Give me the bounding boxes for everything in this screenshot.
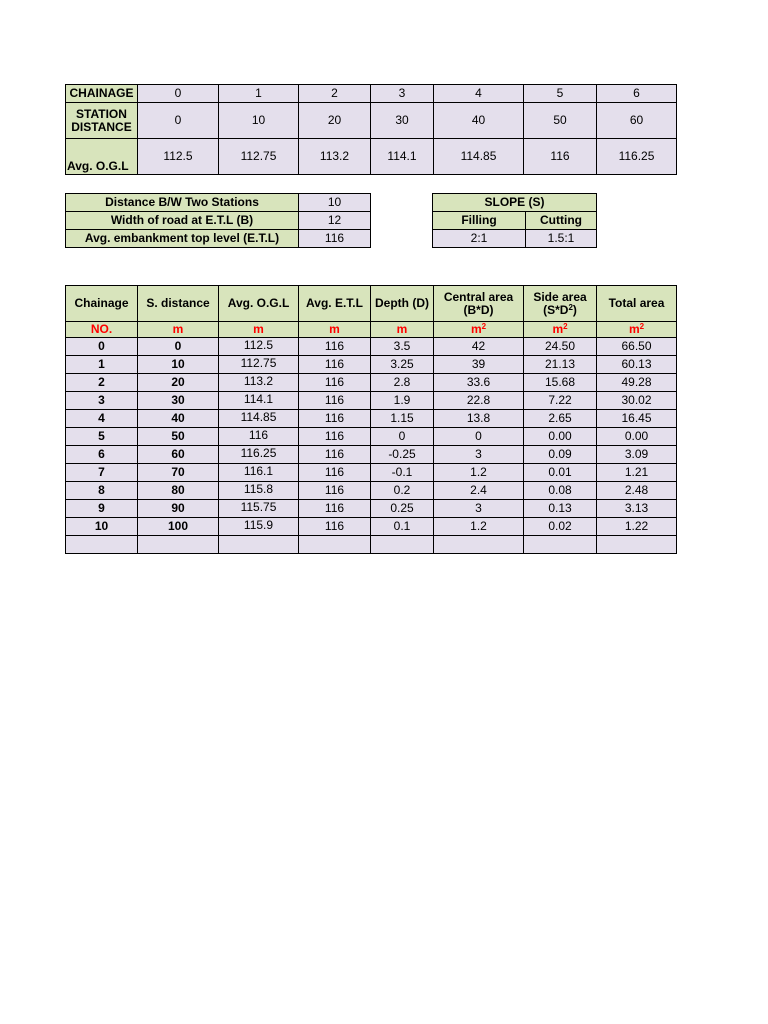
empty-cell <box>371 536 434 554</box>
unit-no: NO. <box>66 322 138 338</box>
cell-s-distance: 70 <box>138 464 219 482</box>
road-width-label: Width of road at E.T.L (B) <box>66 212 299 230</box>
cell-depth: 0.1 <box>371 518 434 536</box>
cell-depth: 0 <box>371 428 434 446</box>
empty-cell <box>219 536 299 554</box>
side-area-post: ) <box>572 302 577 317</box>
avg-ogl-cell: 116 <box>524 139 597 175</box>
table-row <box>66 518 677 536</box>
table-row <box>66 338 677 356</box>
cell-total-area: 16.45 <box>597 410 677 428</box>
avg-ogl-cell: 116.25 <box>597 139 677 175</box>
table-row <box>66 500 677 518</box>
unit-m2 <box>597 322 677 338</box>
cell-chainage: 3 <box>66 392 138 410</box>
cell-chainage: 9 <box>66 500 138 518</box>
empty-cell <box>138 536 219 554</box>
central-area-line2: (B*D) <box>463 302 494 317</box>
cell-chainage: 4 <box>66 410 138 428</box>
side-area-line1: Side area <box>533 289 587 304</box>
empty-cell <box>524 536 597 554</box>
etl-label: Avg. embankment top level (E.T.L) <box>66 230 299 248</box>
cell-depth: 0.2 <box>371 482 434 500</box>
avg-ogl-cell: 112.5 <box>138 139 219 175</box>
cell-s-distance: 60 <box>138 446 219 464</box>
side-area-pre: (S*D <box>543 302 569 317</box>
cell-central-area: 3 <box>434 500 524 518</box>
cell-avg-etl: 116 <box>299 464 371 482</box>
unit-sup: 2 <box>639 322 645 331</box>
unit-base: m <box>552 322 564 336</box>
unit-m2 <box>524 322 597 338</box>
cell-depth: 3.5 <box>371 338 434 356</box>
cell-side-area: 0.00 <box>524 428 597 446</box>
distance-label: Distance B/W Two Stations <box>66 194 299 212</box>
cell-side-area: 0.09 <box>524 446 597 464</box>
side-area-sup: 2 <box>568 302 573 312</box>
header-depth: Depth (D) <box>371 286 434 322</box>
cell-s-distance: 20 <box>138 374 219 392</box>
chainage-cell: 0 <box>138 85 219 103</box>
cell-avg-etl: 116 <box>299 518 371 536</box>
cell-central-area: 42 <box>434 338 524 356</box>
station-distance-cell: 10 <box>219 103 299 139</box>
cell-avg-ogl: 112.75 <box>219 356 299 374</box>
cell-s-distance: 80 <box>138 482 219 500</box>
cell-chainage: 7 <box>66 464 138 482</box>
table-row <box>66 392 677 410</box>
cell-avg-etl: 116 <box>299 374 371 392</box>
etl-value: 116 <box>299 230 371 248</box>
empty-cell <box>597 536 677 554</box>
cell-avg-ogl: 112.5 <box>219 338 299 356</box>
cell-central-area: 33.6 <box>434 374 524 392</box>
chainage-cell: 5 <box>524 85 597 103</box>
cell-s-distance: 100 <box>138 518 219 536</box>
cell-central-area: 1.2 <box>434 464 524 482</box>
cell-side-area: 21.13 <box>524 356 597 374</box>
cell-avg-ogl: 116.25 <box>219 446 299 464</box>
station-distance-cell: 60 <box>597 103 677 139</box>
cell-avg-etl: 116 <box>299 410 371 428</box>
cell-avg-ogl: 114.1 <box>219 392 299 410</box>
station-distance-cell: 40 <box>434 103 524 139</box>
cell-chainage: 6 <box>66 446 138 464</box>
data-rows <box>66 338 677 536</box>
distance-value: 10 <box>299 194 371 212</box>
cell-avg-ogl: 113.2 <box>219 374 299 392</box>
cell-avg-ogl: 115.9 <box>219 518 299 536</box>
chainage-cell: 4 <box>434 85 524 103</box>
avg-ogl-cell: 114.85 <box>434 139 524 175</box>
header-avg-ogl: Avg. O.G.L <box>219 286 299 322</box>
cell-avg-ogl: 116.1 <box>219 464 299 482</box>
cell-s-distance: 90 <box>138 500 219 518</box>
table-row <box>66 374 677 392</box>
cell-side-area: 24.50 <box>524 338 597 356</box>
cell-total-area: 66.50 <box>597 338 677 356</box>
cell-total-area: 1.21 <box>597 464 677 482</box>
header-chainage: Chainage <box>66 286 138 322</box>
unit-sup: 2 <box>563 322 568 331</box>
cell-central-area: 0 <box>434 428 524 446</box>
side-area-line2 <box>524 304 596 317</box>
cell-avg-ogl: 115.75 <box>219 500 299 518</box>
cell-total-area: 0.00 <box>597 428 677 446</box>
cell-avg-ogl: 115.8 <box>219 482 299 500</box>
cell-chainage: 5 <box>66 428 138 446</box>
cell-side-area: 0.13 <box>524 500 597 518</box>
cutting-value: 1.5:1 <box>526 230 597 248</box>
cell-s-distance: 10 <box>138 356 219 374</box>
chainage-cell: 2 <box>299 85 371 103</box>
header-avg-etl: Avg. E.T.L <box>299 286 371 322</box>
filling-value: 2:1 <box>433 230 526 248</box>
cell-avg-etl: 116 <box>299 338 371 356</box>
avg-ogl-cell: 114.1 <box>371 139 434 175</box>
cell-central-area: 13.8 <box>434 410 524 428</box>
unit-m: m <box>299 322 371 338</box>
unit-m: m <box>371 322 434 338</box>
cell-avg-ogl: 116 <box>219 428 299 446</box>
header-central-area <box>434 286 524 322</box>
unit-m2 <box>434 322 524 338</box>
unit-sup: 2 <box>481 322 487 331</box>
table-row <box>66 482 677 500</box>
cell-central-area: 39 <box>434 356 524 374</box>
header-s-distance: S. distance <box>138 286 219 322</box>
cell-central-area: 22.8 <box>434 392 524 410</box>
cell-central-area: 3 <box>434 446 524 464</box>
station-distance-cell: 50 <box>524 103 597 139</box>
cell-total-area: 49.28 <box>597 374 677 392</box>
parameters-table <box>65 193 371 248</box>
header-total-area: Total area <box>597 286 677 322</box>
unit-base: m <box>628 322 640 336</box>
cell-s-distance: 0 <box>138 338 219 356</box>
empty-cell <box>66 536 138 554</box>
station-distance-cell: 30 <box>371 103 434 139</box>
header-side-area <box>524 286 597 322</box>
chainage-cell: 6 <box>597 85 677 103</box>
cell-s-distance: 50 <box>138 428 219 446</box>
cell-avg-ogl: 114.85 <box>219 410 299 428</box>
unit-base: m <box>470 322 482 336</box>
cell-avg-etl: 116 <box>299 392 371 410</box>
cell-depth: 0.25 <box>371 500 434 518</box>
empty-cell <box>299 536 371 554</box>
cell-chainage: 1 <box>66 356 138 374</box>
cell-total-area: 1.22 <box>597 518 677 536</box>
cell-side-area: 0.01 <box>524 464 597 482</box>
cell-side-area: 0.02 <box>524 518 597 536</box>
chainage-cell: 1 <box>219 85 299 103</box>
cell-chainage: 10 <box>66 518 138 536</box>
avg-ogl-cell: 112.75 <box>219 139 299 175</box>
cell-central-area: 1.2 <box>434 518 524 536</box>
area-table <box>65 285 677 554</box>
cell-avg-etl: 116 <box>299 428 371 446</box>
station-distance-cell: 20 <box>299 103 371 139</box>
cell-avg-etl: 116 <box>299 482 371 500</box>
cell-depth: -0.25 <box>371 446 434 464</box>
cell-total-area: 60.13 <box>597 356 677 374</box>
filling-label: Filling <box>433 212 526 230</box>
cell-side-area: 0.08 <box>524 482 597 500</box>
cell-chainage: 2 <box>66 374 138 392</box>
cell-depth: -0.1 <box>371 464 434 482</box>
station-distance-cell: 0 <box>138 103 219 139</box>
cell-depth: 3.25 <box>371 356 434 374</box>
cell-central-area: 2.4 <box>434 482 524 500</box>
road-width-value: 12 <box>299 212 371 230</box>
empty-row <box>66 536 677 554</box>
avg-ogl-label: Avg. O.G.L <box>66 139 138 175</box>
table-row <box>66 446 677 464</box>
cell-s-distance: 30 <box>138 392 219 410</box>
cell-depth: 1.9 <box>371 392 434 410</box>
chainage-label: CHAINAGE <box>66 85 138 103</box>
cell-avg-etl: 116 <box>299 356 371 374</box>
unit-m: m <box>138 322 219 338</box>
cell-avg-etl: 116 <box>299 446 371 464</box>
cell-chainage: 0 <box>66 338 138 356</box>
table-row <box>66 356 677 374</box>
table-row <box>66 428 677 446</box>
central-area-line1: Central area <box>443 289 514 304</box>
cell-avg-etl: 116 <box>299 500 371 518</box>
chainage-cell: 3 <box>371 85 434 103</box>
station-distance-label <box>66 103 138 139</box>
slope-table <box>432 193 597 248</box>
avg-ogl-cell: 113.2 <box>299 139 371 175</box>
empty-cell <box>434 536 524 554</box>
cell-total-area: 30.02 <box>597 392 677 410</box>
cell-chainage: 8 <box>66 482 138 500</box>
cell-total-area: 3.13 <box>597 500 677 518</box>
cell-depth: 2.8 <box>371 374 434 392</box>
cell-side-area: 15.68 <box>524 374 597 392</box>
station-table <box>65 84 677 175</box>
cutting-label: Cutting <box>526 212 597 230</box>
cell-s-distance: 40 <box>138 410 219 428</box>
table-row <box>66 464 677 482</box>
unit-m: m <box>219 322 299 338</box>
cell-side-area: 2.65 <box>524 410 597 428</box>
cell-total-area: 2.48 <box>597 482 677 500</box>
station-label-line2: DISTANCE <box>71 119 132 134</box>
station-label-line1: STATION <box>76 106 127 121</box>
table-row <box>66 410 677 428</box>
slope-title: SLOPE (S) <box>433 194 597 212</box>
cell-side-area: 7.22 <box>524 392 597 410</box>
cell-total-area: 3.09 <box>597 446 677 464</box>
cell-depth: 1.15 <box>371 410 434 428</box>
